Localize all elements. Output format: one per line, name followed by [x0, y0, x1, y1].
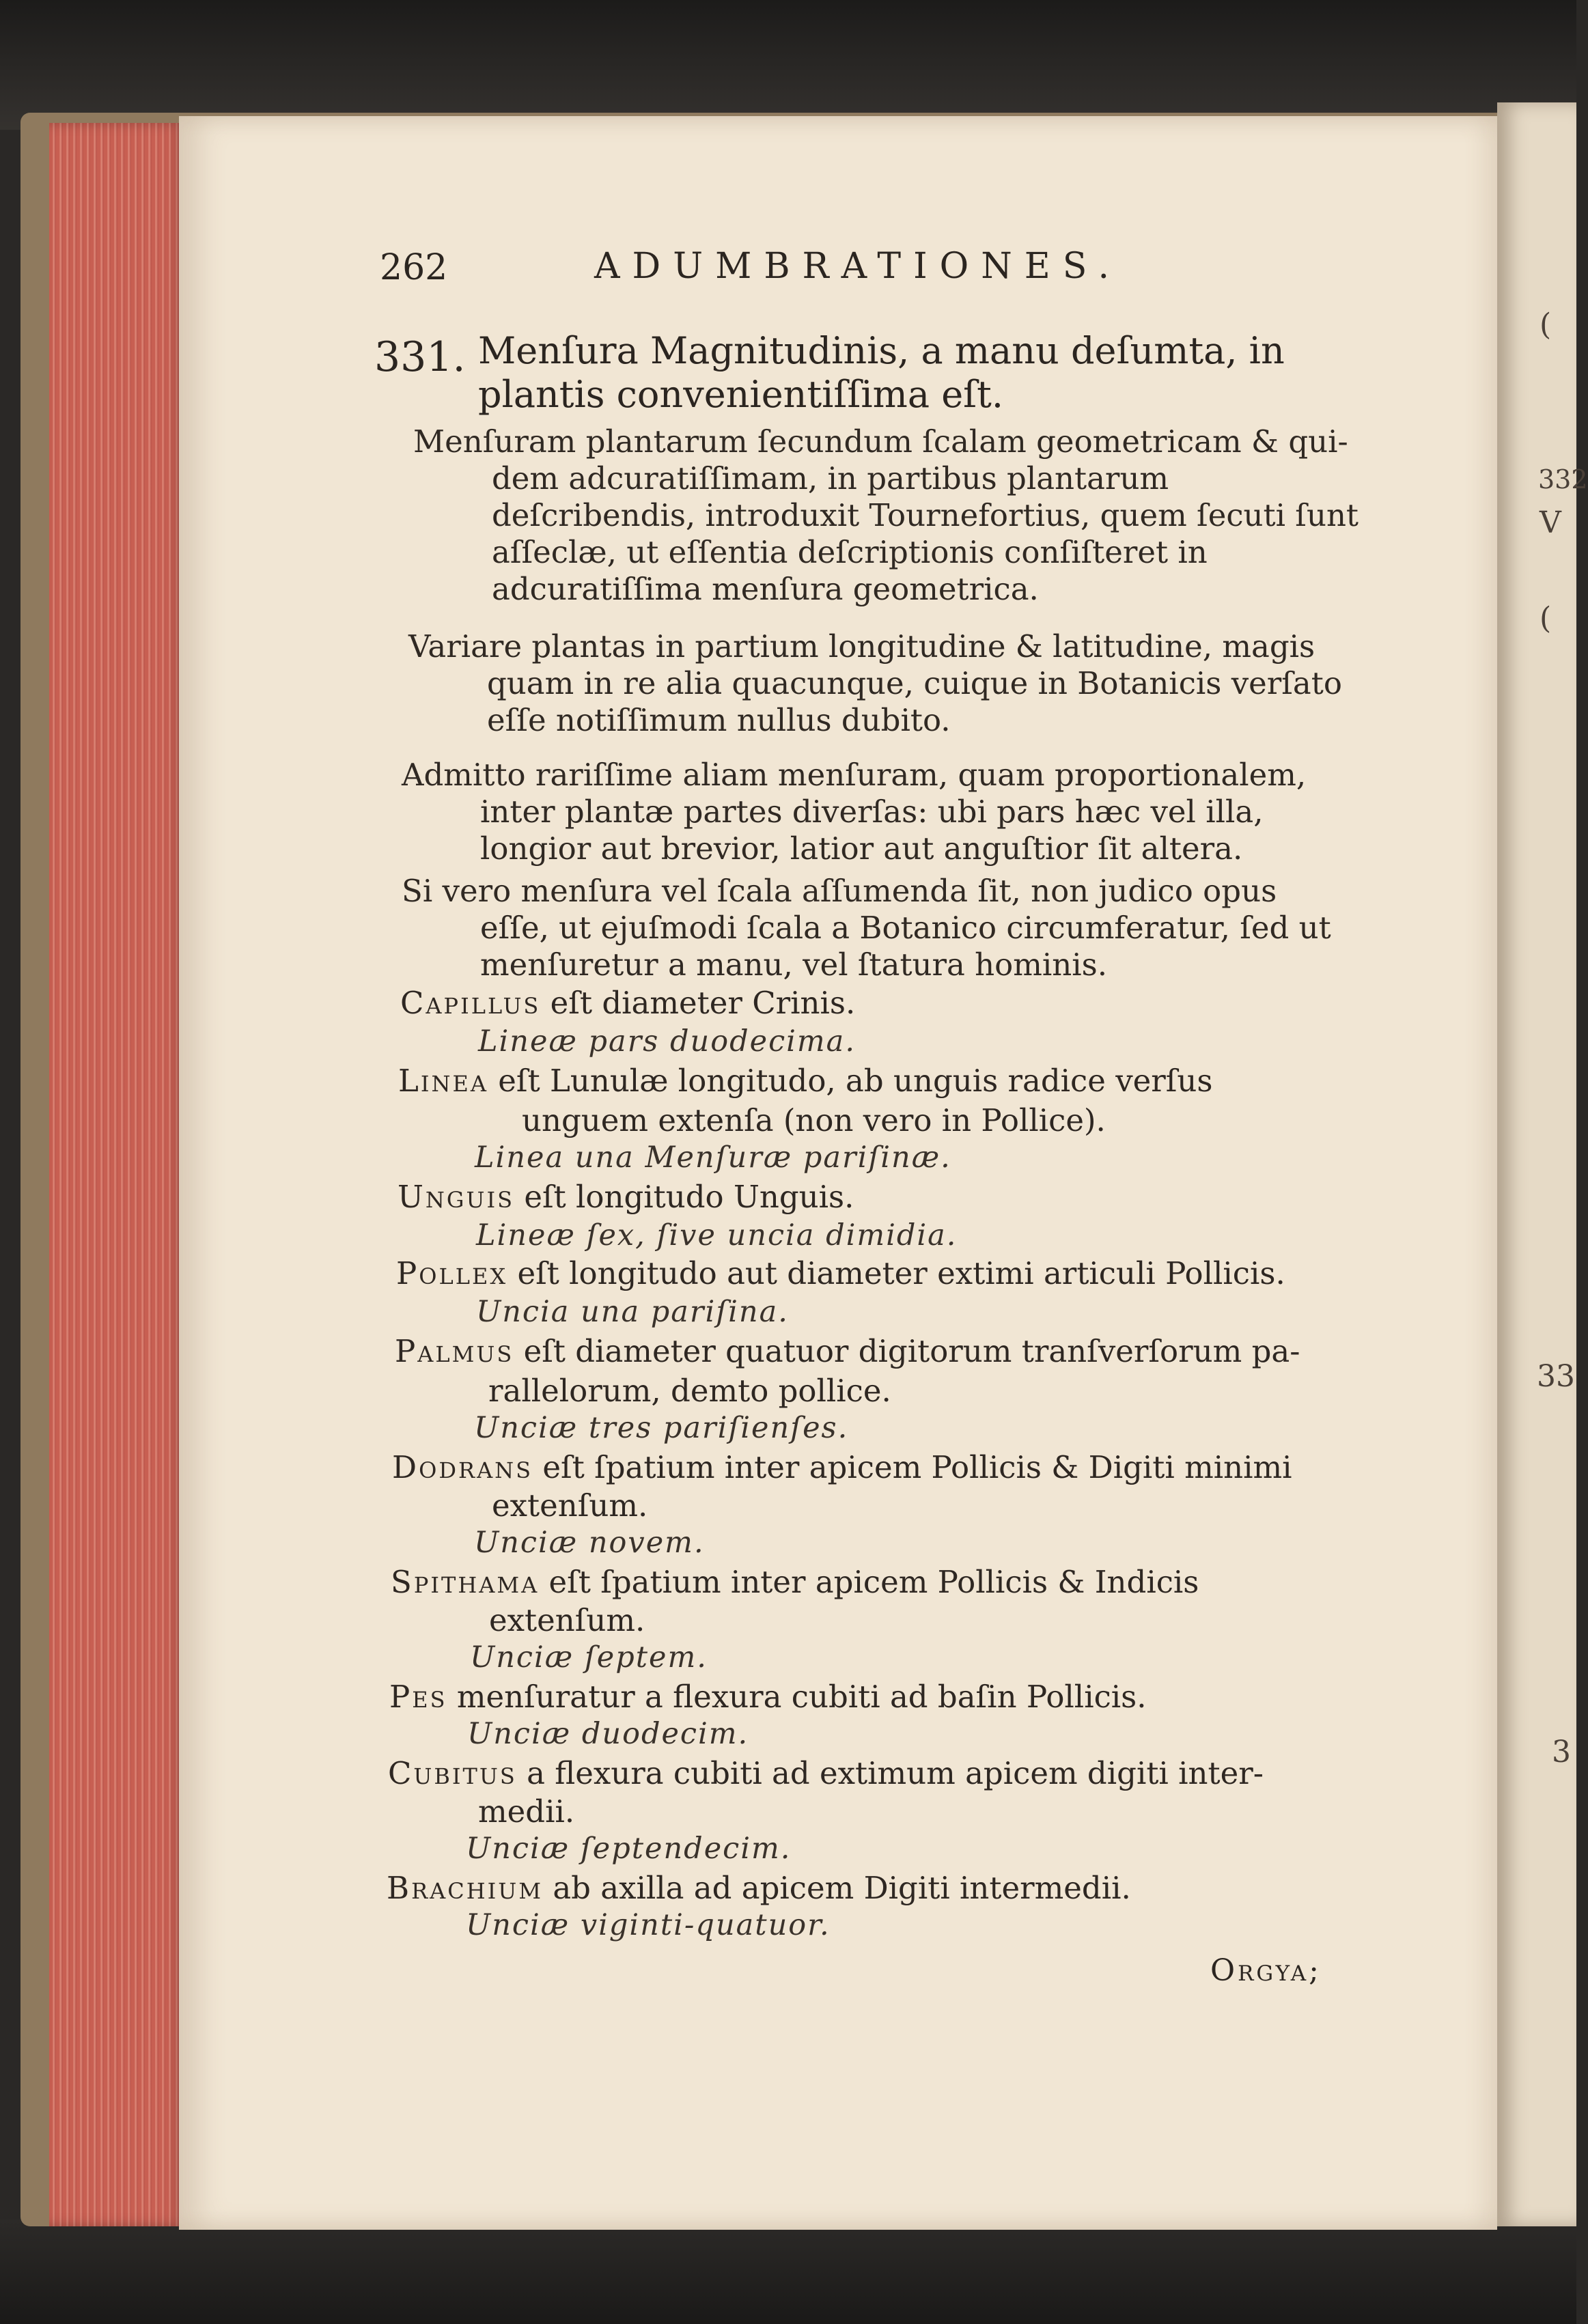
definition-value: Uncia una pariſina. — [476, 1295, 789, 1329]
definition-text: eſt longitudo Unguis. — [514, 1179, 854, 1215]
definition-continuation: extenſum. — [492, 1487, 648, 1524]
paragraph-first-line: Admitto rariſſime aliam menſuram, quam proportionalem, — [402, 757, 1307, 793]
paragraph — [402, 873, 1378, 983]
definition-text: eſt diameter quatuor digitorum tranſverſorum pa- — [514, 1333, 1300, 1369]
next-page-fragment: 332 — [1538, 464, 1588, 494]
definition-text: eſt ſpatium inter apicem Pollicis & Digiti minimi — [533, 1449, 1292, 1485]
definition-term: Brachium — [387, 1870, 544, 1906]
definition-line — [391, 1564, 1199, 1601]
definition-line — [389, 1679, 1147, 1716]
catchword: Orgya; — [1210, 1953, 1322, 1988]
paragraph-first-line: Variare plantas in partium longitudine & latitudine, magis — [408, 628, 1315, 664]
paragraph — [402, 757, 1378, 867]
next-page-fragment: 3 — [1552, 1735, 1571, 1769]
definition-continuation: unguem extenſa (non vero in Pollice). — [522, 1102, 1106, 1138]
definition-text: menſuratur a flexura cubiti ad baſin Pollicis. — [447, 1679, 1147, 1715]
section-number: 331. — [374, 333, 466, 381]
definition-value: Lineæ pars duodecima. — [478, 1024, 856, 1059]
next-page-fragment: 33 — [1537, 1359, 1575, 1394]
paragraph — [413, 423, 1376, 608]
definition-line — [392, 1449, 1292, 1486]
definition-value: Linea una Menſuræ pariſinæ. — [475, 1140, 951, 1175]
definition-continuation: medii. — [478, 1793, 575, 1830]
definition-value: Unciæ tres pariſienſes. — [474, 1411, 849, 1445]
paragraph-body: eſſe, ut ejuſmodi ſcala a Botanico circumferatur, ſed ut menſuretur a manu, vel ſtatura hominis. — [480, 910, 1331, 983]
next-page-fragment: V — [1540, 505, 1561, 540]
definition-term: Pes — [389, 1679, 447, 1715]
definition-line — [396, 1255, 1285, 1292]
definition-text: eſt Lunulæ longitudo, ab unguis radice verſus — [488, 1063, 1213, 1099]
definition-term: Linea — [398, 1063, 488, 1099]
definition-line — [395, 1333, 1300, 1370]
running-head: ADUMBRATIONES. — [594, 246, 1122, 287]
definition-text: eſt longitudo aut diameter extimi articuli Pollicis. — [507, 1255, 1285, 1291]
definition-term: Dodrans — [392, 1449, 533, 1485]
paragraph-first-line: Si vero menſura vel ſcala aſſumenda ſit, non judico opus — [402, 873, 1277, 909]
definition-value: Unciæ duodecim. — [467, 1717, 749, 1751]
definition-line — [388, 1755, 1264, 1792]
paragraph-body: quam in re alia quacunque, cuique in Botanicis verſato eſſe notiſſimum nullus dubito. — [487, 665, 1342, 738]
next-page-fragment: ( — [1540, 307, 1552, 342]
definition-term: Cubitus — [388, 1755, 517, 1791]
definition-text: eſt ſpatium inter apicem Pollicis & Indicis — [539, 1564, 1199, 1600]
page-number: 262 — [380, 247, 448, 288]
definition-continuation: extenſum. — [489, 1602, 645, 1638]
definition-text: ab axilla ad apicem Digiti intermedii. — [543, 1870, 1131, 1906]
definition-value: Lineæ ſex, ſive uncia dimidia. — [476, 1218, 958, 1252]
definition-term: Pollex — [396, 1255, 508, 1291]
definition-continuation: rallelorum, demto pollice. — [488, 1373, 891, 1409]
section-title: Menſura Magnitudinis, a manu deſumta, in plantis convenientiſſima eſt. — [478, 329, 1285, 416]
definition-line — [387, 1870, 1131, 1907]
definition-term: Spithama — [391, 1564, 540, 1600]
definition-line — [400, 985, 855, 1022]
definition-line — [398, 1179, 854, 1216]
definition-value: Unciæ ſeptem. — [470, 1640, 708, 1675]
paragraph-body: dem adcuratiſſimam, in partibus plantarum deſcribendis, introduxit Tournefortius, quem ſecuti ſunt aſſeclæ, ut eſſentia deſcriptionis conſiſteret in adcuratiſſima menſura geometrica. — [492, 460, 1359, 607]
definition-line — [398, 1063, 1213, 1100]
next-page-fragment: ( — [1540, 601, 1552, 636]
paragraph-body: inter plantæ partes diverſas: ubi pars hæc vel illa, longior aut brevior, latior aut anguſtior ſit altera. — [480, 794, 1264, 867]
definition-value: Unciæ viginti-quatuor. — [466, 1908, 831, 1942]
definition-term: Unguis — [398, 1179, 515, 1215]
paragraph — [408, 628, 1378, 739]
definition-text: a flexura cubiti ad extimum apicem digiti inter- — [516, 1755, 1264, 1791]
paragraph-first-line: Menſuram plantarum ſecundum ſcalam geometricam & qui- — [413, 423, 1348, 460]
definition-term: Palmus — [395, 1333, 514, 1369]
definition-text: eſt diameter Crinis. — [540, 985, 856, 1021]
definition-term: Capillus — [400, 985, 541, 1021]
definition-value: Unciæ novem. — [474, 1526, 705, 1560]
definition-value: Unciæ ſeptendecim. — [466, 1832, 792, 1866]
